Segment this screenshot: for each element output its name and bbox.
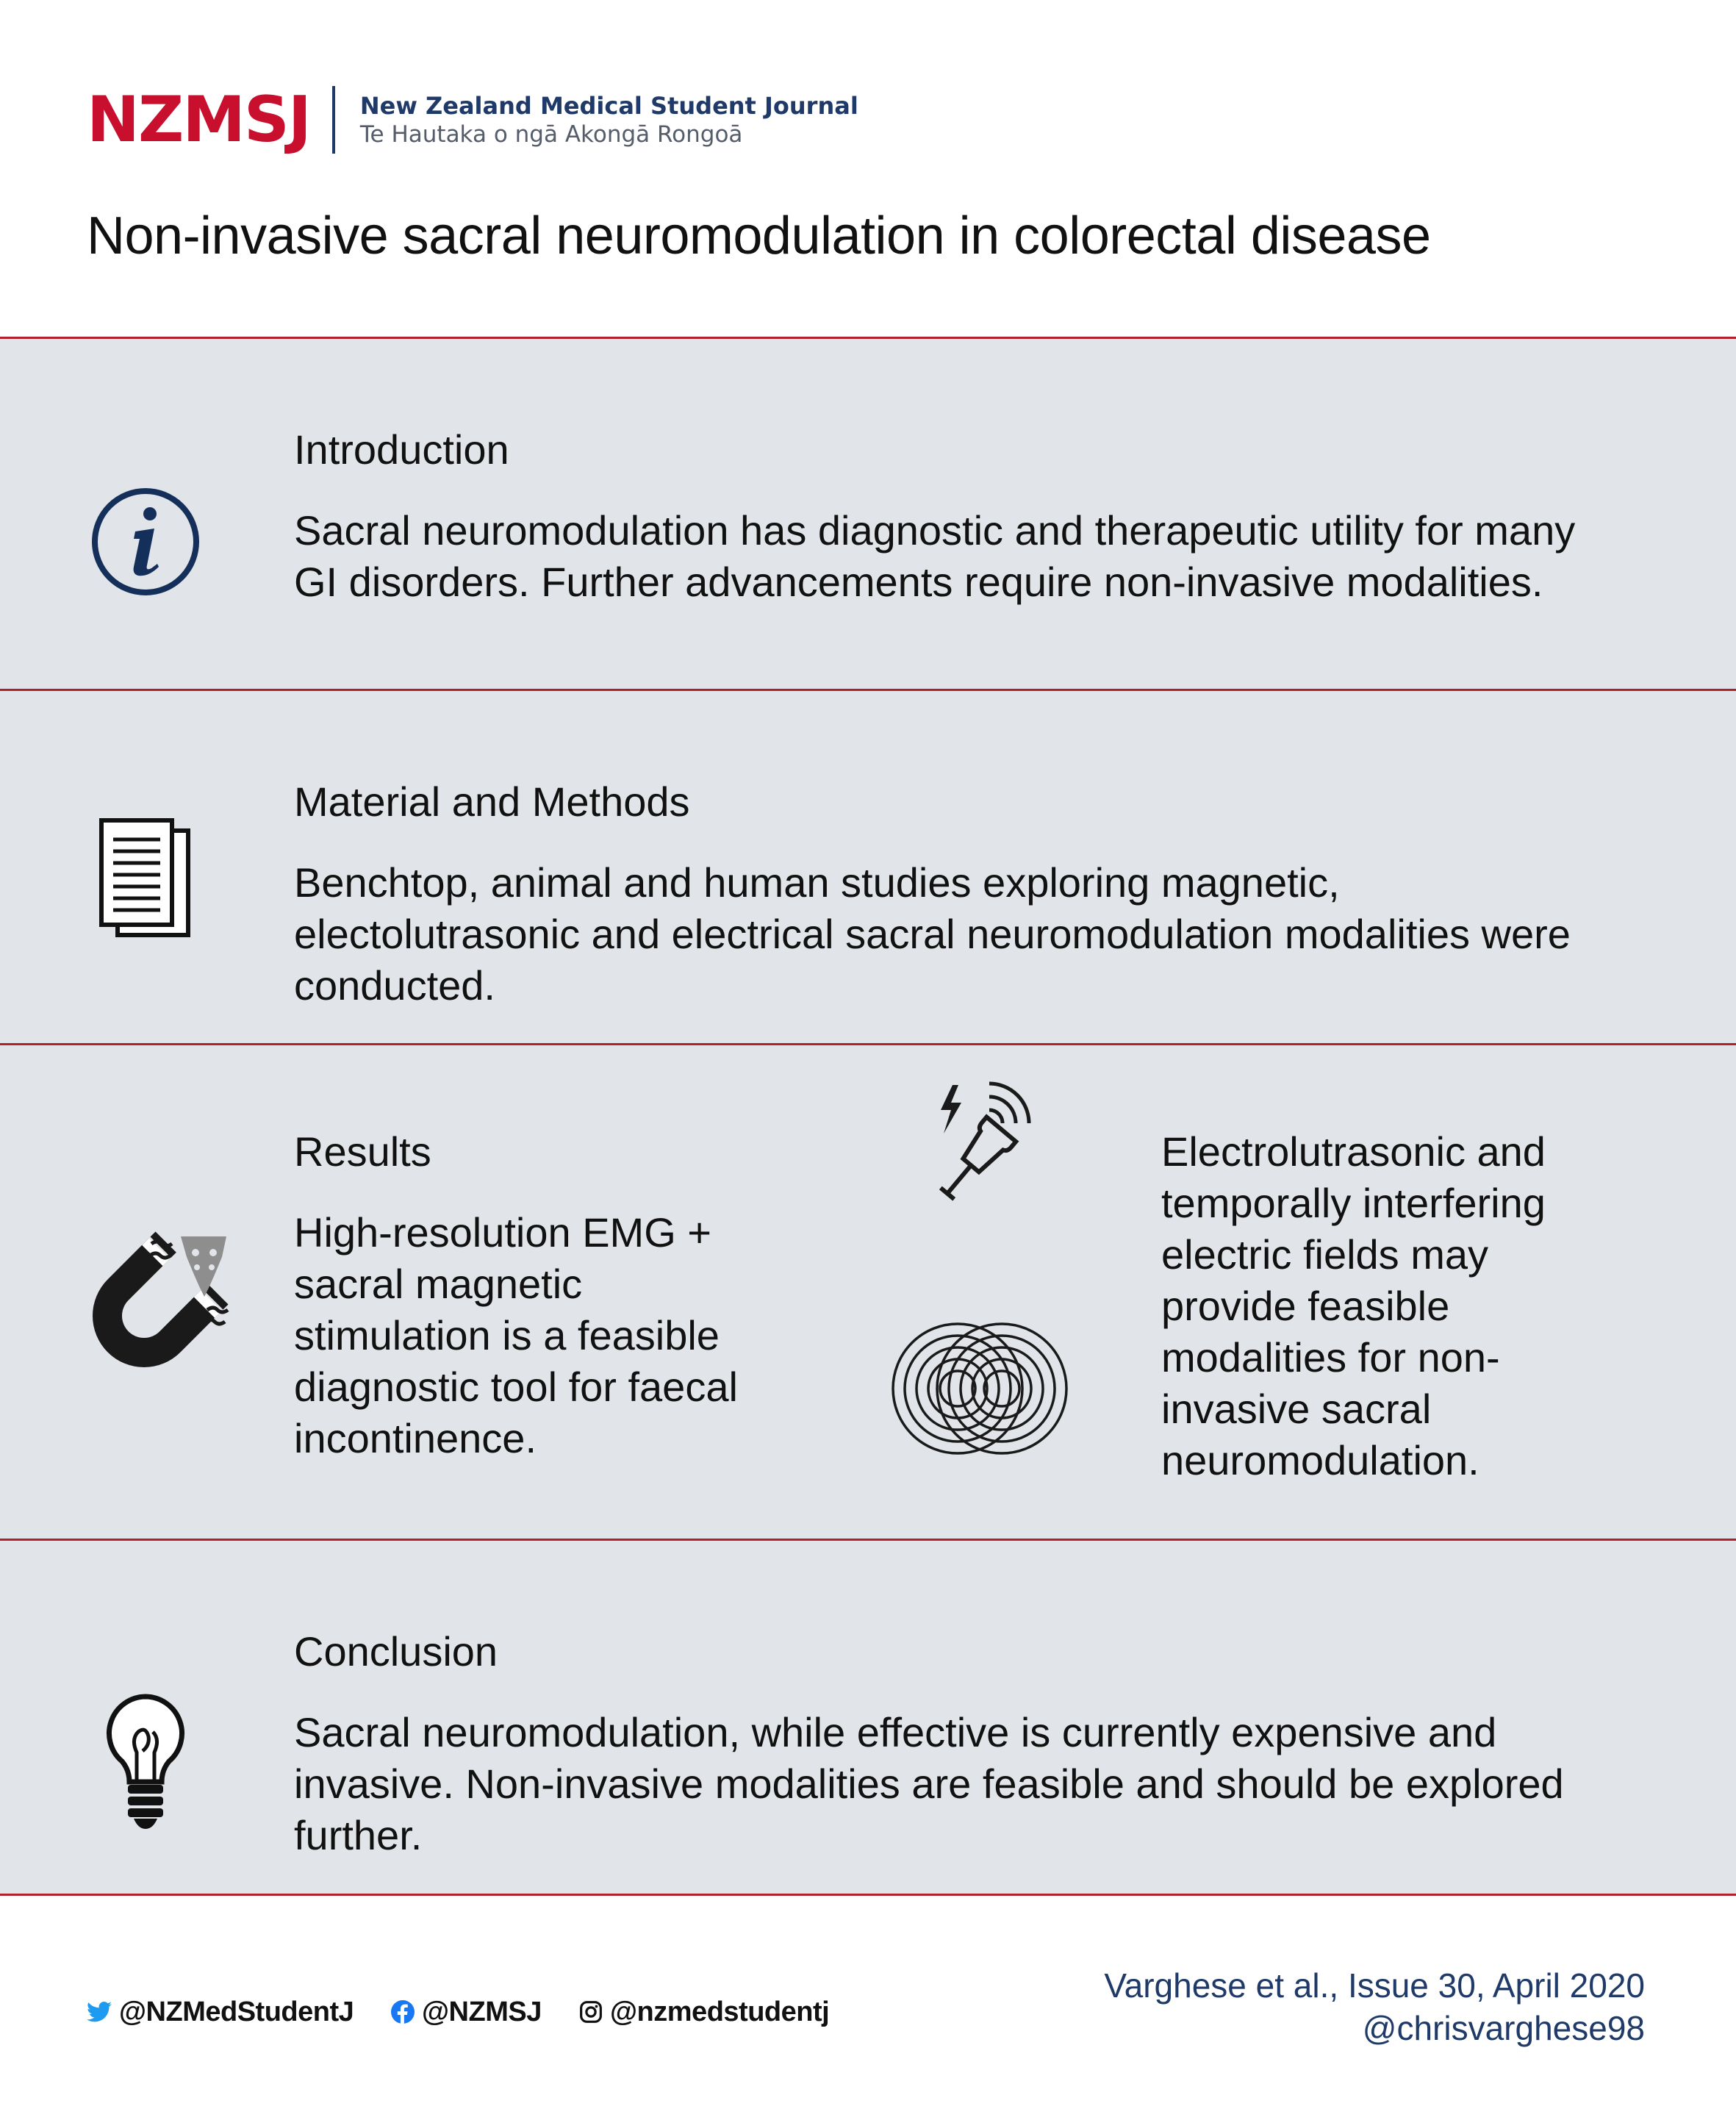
logo-mark: NZMSJ [87, 83, 310, 157]
page-title: Non-invasive sacral neuromodulation in colorectal disease [87, 207, 1431, 265]
body-line: Benchtop, animal and human studies exploring magnetic, [294, 859, 1340, 906]
interfering-fields-icon [888, 1319, 1072, 1458]
section-body [294, 857, 1571, 1011]
journal-name-maori: Te Hautaka o ngā Akongā Rongoā [359, 121, 743, 148]
section-heading: Conclusion [294, 1628, 498, 1675]
body-line: diagnostic tool for faecal [294, 1364, 738, 1410]
instagram-icon [579, 2000, 603, 2024]
magnet-sacrum-icon [71, 1228, 240, 1389]
body-line: invasive sacral [1161, 1386, 1432, 1432]
facebook-link[interactable] [391, 1994, 542, 2030]
twitter-link[interactable] [87, 1994, 354, 2030]
body-line: High-resolution EMG + [294, 1209, 712, 1256]
body-line: Electrolutrasonic and [1161, 1128, 1546, 1175]
section-methods [0, 691, 1736, 1043]
journal-logo [87, 79, 858, 160]
section-heading: Results [294, 1128, 431, 1175]
body-line: electric fields may [1161, 1231, 1489, 1278]
citation-text: Varghese et al., Issue 30, April 2020 [1104, 1966, 1645, 2005]
results-left-body [294, 1207, 738, 1464]
document-icon [97, 816, 193, 941]
section-body [294, 505, 1575, 608]
results-right-body [1161, 1126, 1546, 1486]
section-heading: Introduction [294, 426, 509, 473]
facebook-icon [391, 2000, 415, 2024]
body-line: sacral magnetic [294, 1261, 583, 1307]
instagram-handle: @nzmedstudentj [610, 1996, 830, 2027]
lightbulb-icon [101, 1691, 190, 1832]
body-line: provide feasible [1161, 1283, 1450, 1329]
body-line: incontinence. [294, 1415, 537, 1461]
info-icon [90, 486, 201, 598]
body-line: stimulation is a feasible [294, 1312, 720, 1358]
instagram-link[interactable] [579, 1994, 829, 2030]
logo-text [360, 91, 858, 149]
body-line: modalities for non- [1161, 1334, 1500, 1380]
section-conclusion [0, 1541, 1736, 1894]
twitter-handle: @NZMedStudentJ [119, 1996, 354, 2027]
twitter-icon [87, 2001, 112, 2023]
citation [1104, 1964, 1645, 2049]
section-introduction [0, 339, 1736, 689]
body-line: electolutrasonic and electrical sacral neuromodulation modalities were [294, 911, 1571, 957]
section-results [0, 1045, 1736, 1539]
section-body [294, 1707, 1564, 1861]
logo-divider [332, 86, 335, 154]
body-line: temporally interfering [1161, 1180, 1546, 1226]
body-line: neuromodulation. [1161, 1437, 1479, 1483]
body-line: conducted. [294, 962, 495, 1009]
facebook-handle: @NZMSJ [422, 1996, 542, 2027]
section-divider [0, 1894, 1736, 1896]
body-line: Sacral neuromodulation, while effective is currently expensive and [294, 1709, 1497, 1755]
author-handle[interactable]: @chrisvarghese98 [1362, 2009, 1645, 2047]
body-line: invasive. Non-invasive modalities are feasible and should be explored [294, 1761, 1564, 1807]
ultrasound-probe-icon [917, 1081, 1042, 1219]
journal-name-english: New Zealand Medical Student Journal [359, 91, 858, 120]
body-line: further. [294, 1812, 423, 1858]
body-line: GI disorders. Further advancements require non-invasive modalities. [294, 559, 1543, 605]
body-line: Sacral neuromodulation has diagnostic and therapeutic utility for many [294, 507, 1576, 554]
section-heading: Material and Methods [294, 778, 690, 825]
